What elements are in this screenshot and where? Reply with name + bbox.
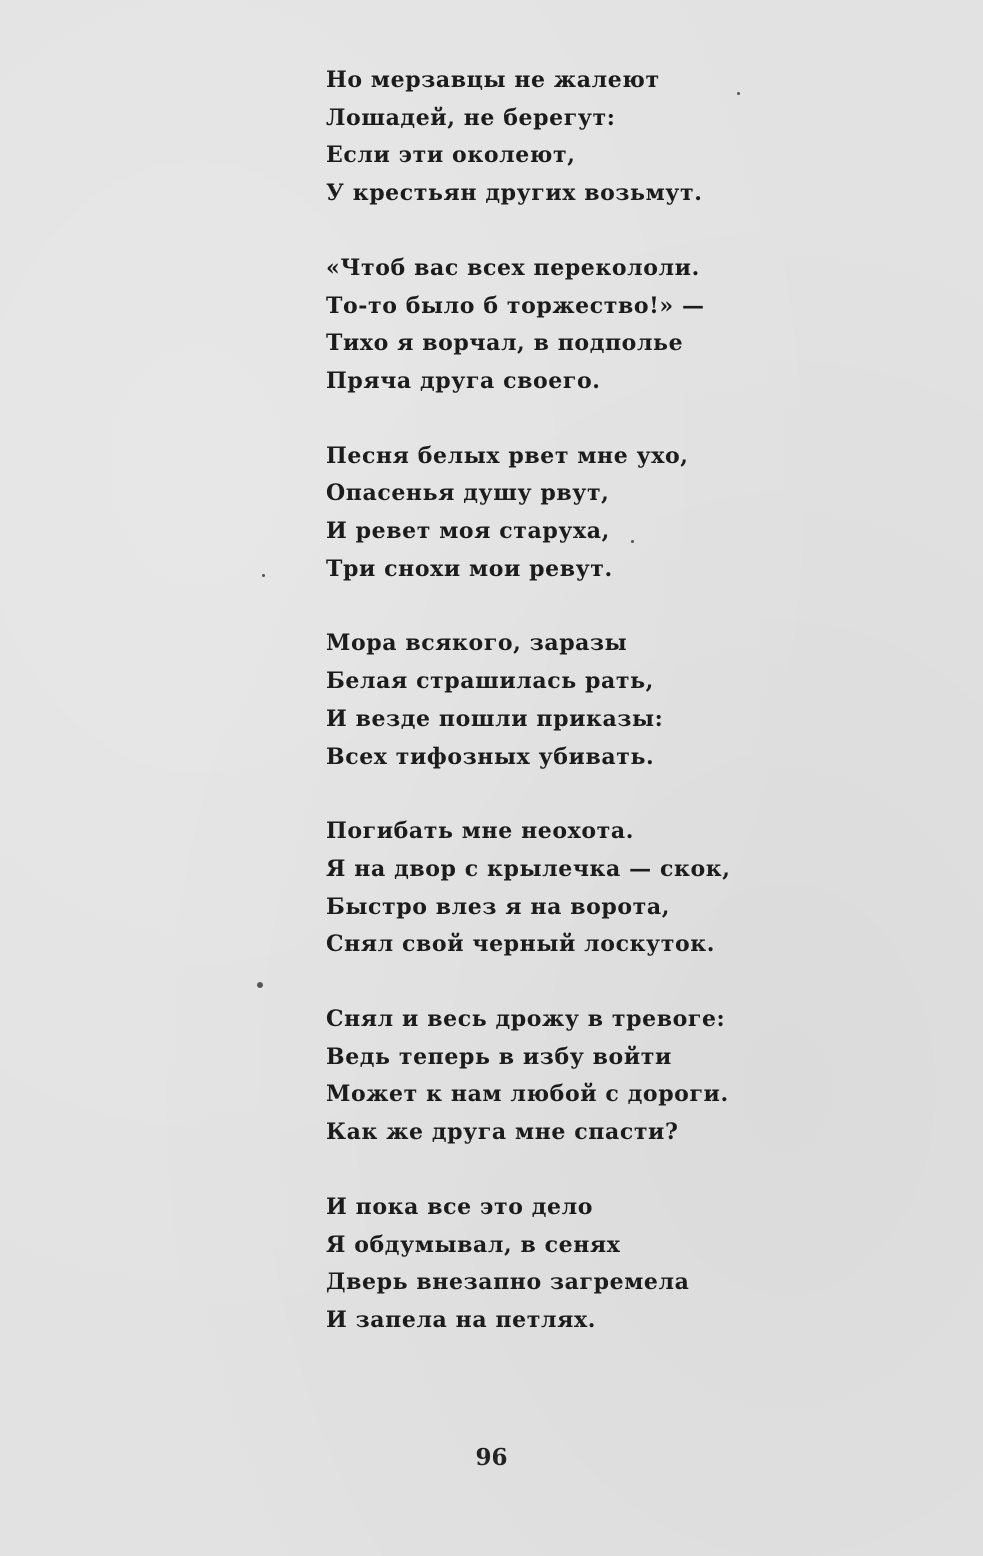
poem-line: Но мерзавцы не жалеют xyxy=(326,67,660,93)
scan-speck xyxy=(257,982,263,988)
poem-line: Белая страшилась рать, xyxy=(326,668,654,695)
stanza-4 xyxy=(326,625,846,776)
poem-line: Может к нам любой с дороги. xyxy=(326,1081,729,1108)
poem-line: Если эти околеют, xyxy=(326,142,576,169)
page-number: 96 xyxy=(475,1444,508,1471)
poem-text xyxy=(326,62,846,1340)
stanza-6 xyxy=(326,1001,846,1152)
poem-line: Дверь внезапно загремела xyxy=(326,1269,690,1296)
poem-line: Снял свой черный лоскуток. xyxy=(326,931,715,958)
stanza-5 xyxy=(326,813,846,964)
poem-line: Снял и весь дрожу в тревоге: xyxy=(326,1006,726,1033)
poem-line: Погибать мне неохота. xyxy=(326,818,634,845)
stanza-7 xyxy=(326,1189,846,1340)
poem-line: Как же друга мне спасти? xyxy=(326,1119,679,1146)
poem-line: «Чтоб вас всех перекололи. xyxy=(326,254,700,281)
poem-line: Три снохи мои ревут. xyxy=(326,555,613,582)
poem-line: Пряча друга своего. xyxy=(326,367,601,394)
stanza-3 xyxy=(326,438,846,589)
poem-line: У крестьян других возьмут. xyxy=(326,180,703,207)
poem-line: Я на двор с крылечка — скок, xyxy=(326,855,731,882)
stanza-2 xyxy=(326,250,846,401)
poem-line: Я обдумывал, в сенях xyxy=(326,1231,621,1258)
scan-speck xyxy=(737,92,740,95)
poem-line: Лошадей, не берегут: xyxy=(326,104,616,131)
scan-speck xyxy=(262,574,265,577)
poem-line: Мора всякого, заразы xyxy=(326,630,628,657)
poem-line: Тихо я ворчал, в подполье xyxy=(326,330,684,357)
poem-line: Песня белых рвет мне ухо, xyxy=(326,442,689,469)
poem-line: И ревет моя старуха, xyxy=(326,518,610,545)
poem-line: Быстро влез я на ворота, xyxy=(326,893,670,920)
poem-line: И пока все это дело xyxy=(326,1193,593,1220)
poem-line: И везде пошли приказы: xyxy=(326,705,664,732)
scan-speck xyxy=(631,540,634,543)
stanza-1 xyxy=(326,62,846,213)
poem-line: То-то было б торжество!» — xyxy=(326,292,705,319)
poem-line: И запела на петлях. xyxy=(326,1306,596,1333)
poem-line: Всех тифозных убивать. xyxy=(326,743,655,770)
poem-line: Ведь теперь в избу войти xyxy=(326,1043,672,1070)
poem-line: Опасенья душу рвут, xyxy=(326,480,610,507)
